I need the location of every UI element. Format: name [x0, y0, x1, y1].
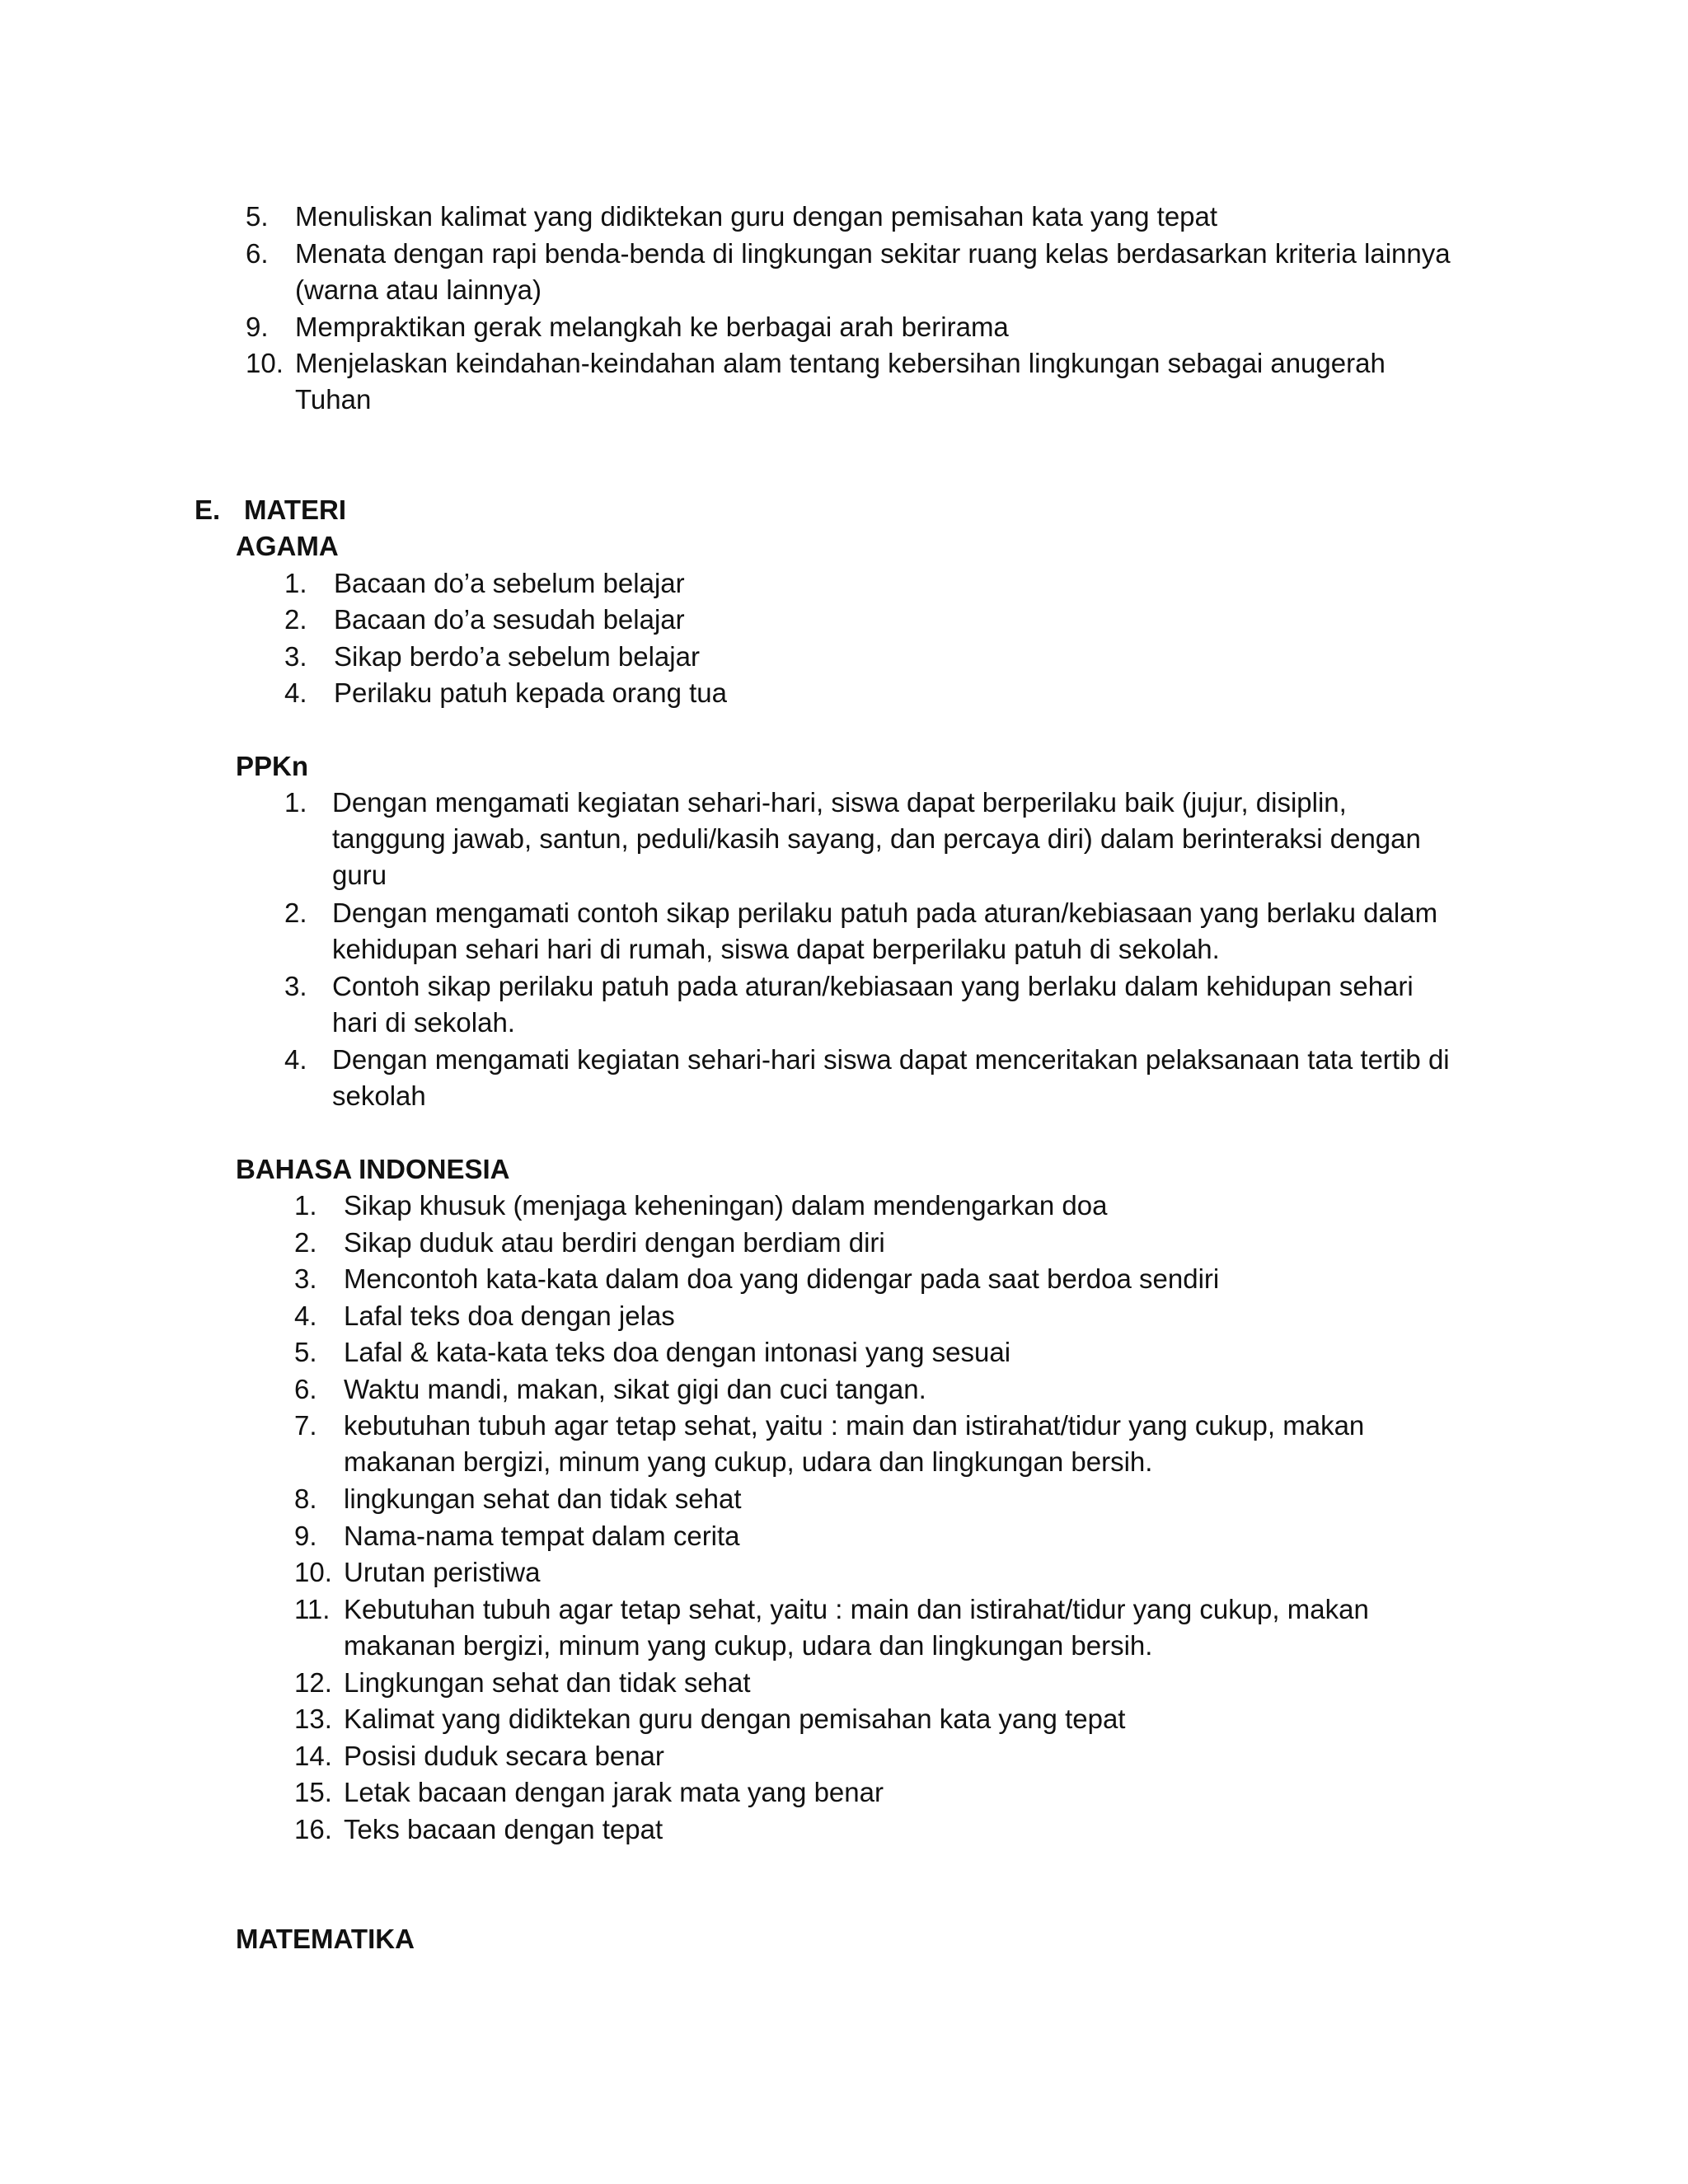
- list-text-line: Sikap duduk atau berdiri dengan berdiam diri: [344, 1227, 885, 1258]
- list-text: [344, 1591, 1369, 1664]
- list-text-line: kehidupan sehari hari di rumah, siswa dapat berperilaku patuh di sekolah.: [332, 934, 1220, 964]
- list-text-line: guru: [332, 860, 387, 890]
- list-number: 9.: [246, 312, 269, 342]
- list-number: 8.: [294, 1483, 317, 1514]
- list-text: [344, 1261, 1219, 1297]
- list-text-line: Mempraktikan gerak melangkah ke berbagai arah berirama: [295, 312, 1009, 342]
- list-number: 1.: [284, 568, 307, 598]
- list-text: [334, 639, 700, 675]
- list-number: 4.: [294, 1301, 317, 1331]
- list-text-line: Sikap berdo’a sebelum belajar: [334, 641, 700, 672]
- list-number: 7.: [294, 1410, 317, 1441]
- list-text-line: Letak bacaan dengan jarak mata yang benar: [344, 1777, 884, 1807]
- list-text: [332, 1042, 1450, 1114]
- list-text-line: Bacaan do’a sebelum belajar: [334, 568, 685, 598]
- list-number: 4.: [284, 677, 307, 708]
- list-text-line: Menjelaskan keindahan-keindahan alam tentang kebersihan lingkungan sebagai anugerah: [295, 348, 1386, 378]
- list-number: 14.: [294, 1741, 332, 1771]
- list-number: 1.: [294, 1190, 317, 1221]
- list-text-line: Lafal teks doa dengan jelas: [344, 1301, 675, 1331]
- list-number: 3.: [294, 1263, 317, 1294]
- list-text-line: Lafal & kata-kata teks doa dengan intonasi yang sesuai: [344, 1337, 1011, 1367]
- list-text: [344, 1774, 884, 1811]
- list-text-line: Urutan peristiwa: [344, 1557, 541, 1587]
- list-text-line: Teks bacaan dengan tepat: [344, 1814, 663, 1844]
- list-text: [344, 1481, 742, 1517]
- list-text-line: makanan bergizi, minum yang cukup, udara dan lingkungan bersih.: [344, 1446, 1153, 1477]
- list-number: 4.: [284, 1044, 307, 1075]
- list-number: 2.: [284, 604, 307, 635]
- list-text-line: Sikap khusuk (menjaga keheningan) dalam mendengarkan doa: [344, 1190, 1108, 1221]
- list-number: 13.: [294, 1704, 332, 1734]
- list-number: 16.: [294, 1814, 332, 1844]
- list-text: [344, 1225, 885, 1261]
- list-text-line: Lingkungan sehat dan tidak sehat: [344, 1667, 751, 1698]
- list-text: [332, 785, 1421, 893]
- list-text: [334, 602, 685, 638]
- agama-heading: AGAMA: [236, 531, 339, 561]
- list-text: [295, 345, 1386, 418]
- list-text-line: Mencontoh kata-kata dalam doa yang didengar pada saat berdoa sendiri: [344, 1263, 1220, 1294]
- list-text: [295, 199, 1217, 235]
- list-text-line: Dengan mengamati contoh sikap perilaku patuh pada aturan/kebiasaan yang berlaku dalam: [332, 898, 1438, 928]
- list-number: 6.: [246, 238, 269, 269]
- list-text-line: Waktu mandi, makan, sikat gigi dan cuci tangan.: [344, 1374, 926, 1404]
- list-text: [332, 895, 1437, 968]
- list-number: 9.: [294, 1521, 317, 1551]
- list-text: [344, 1334, 1010, 1371]
- list-text-line: hari di sekolah.: [332, 1007, 515, 1038]
- list-text: [334, 565, 685, 602]
- list-number: 10.: [294, 1557, 332, 1587]
- list-text: [344, 1371, 926, 1408]
- list-number: 6.: [294, 1374, 317, 1404]
- list-text-line: makanan bergizi, minum yang cukup, udara dan lingkungan bersih.: [344, 1630, 1153, 1661]
- bahasa-indonesia-heading: BAHASA INDONESIA: [236, 1154, 510, 1184]
- list-text-line: Dengan mengamati kegiatan sehari-hari, siswa dapat berperilaku baik (jujur, disiplin,: [332, 787, 1347, 818]
- list-text-line: lingkungan sehat dan tidak sehat: [344, 1483, 742, 1514]
- matematika-heading: MATEMATIKA: [236, 1924, 415, 1954]
- list-text: [344, 1738, 664, 1774]
- list-number: 1.: [284, 787, 307, 818]
- list-text-line: tanggung jawab, santun, peduli/kasih sayang, dan percaya diri) dalam berinteraksi dengan: [332, 823, 1421, 854]
- list-text: [344, 1408, 1364, 1480]
- section-title: MATERI: [244, 494, 347, 525]
- list-text-line: Tuhan: [295, 384, 372, 415]
- list-text: [334, 675, 727, 711]
- list-text: [344, 1811, 663, 1848]
- list-text-line: Kalimat yang didiktekan guru dengan pemisahan kata yang tepat: [344, 1704, 1126, 1734]
- list-text-line: (warna atau lainnya): [295, 274, 542, 305]
- section-letter: E.: [195, 494, 221, 525]
- list-text: [344, 1518, 740, 1554]
- list-text-line: Contoh sikap perilaku patuh pada aturan/kebiasaan yang berlaku dalam kehidupan sehari: [332, 971, 1414, 1001]
- list-text-line: Perilaku patuh kepada orang tua: [334, 677, 728, 708]
- list-number: 11.: [294, 1594, 331, 1624]
- list-text-line: Menata dengan rapi benda-benda di lingkungan sekitar ruang kelas berdasarkan kriteria lainnya: [295, 238, 1451, 269]
- list-text: [344, 1701, 1125, 1737]
- list-text: [344, 1665, 751, 1701]
- list-text: [344, 1554, 540, 1591]
- list-text-line: Kebutuhan tubuh agar tetap sehat, yaitu : main dan istirahat/tidur yang cukup, makan: [344, 1594, 1369, 1624]
- list-number: 2.: [284, 898, 307, 928]
- list-number: 5.: [246, 201, 269, 232]
- list-number: 3.: [284, 641, 307, 672]
- list-text: [332, 968, 1414, 1041]
- list-text-line: kebutuhan tubuh agar tetap sehat, yaitu : main dan istirahat/tidur yang cukup, makan: [344, 1410, 1365, 1441]
- list-text-line: Dengan mengamati kegiatan sehari-hari siswa dapat menceritakan pelaksanaan tata tertib di: [332, 1044, 1450, 1075]
- list-text: [295, 236, 1451, 308]
- list-number: 10.: [246, 348, 284, 378]
- list-number: 12.: [294, 1667, 332, 1698]
- list-text: [295, 309, 1009, 345]
- list-text-line: sekolah: [332, 1080, 426, 1111]
- ppkn-heading: PPKn: [236, 751, 309, 781]
- list-text-line: Posisi duduk secara benar: [344, 1741, 664, 1771]
- list-text: [344, 1298, 675, 1334]
- list-text: [344, 1188, 1107, 1224]
- list-number: 15.: [294, 1777, 332, 1807]
- list-text-line: Menuliskan kalimat yang didiktekan guru dengan pemisahan kata yang tepat: [295, 201, 1218, 232]
- list-number: 2.: [294, 1227, 317, 1258]
- list-number: 5.: [294, 1337, 317, 1367]
- list-text-line: Bacaan do’a sesudah belajar: [334, 604, 685, 635]
- list-text-line: Nama-nama tempat dalam cerita: [344, 1521, 740, 1551]
- list-number: 3.: [284, 971, 307, 1001]
